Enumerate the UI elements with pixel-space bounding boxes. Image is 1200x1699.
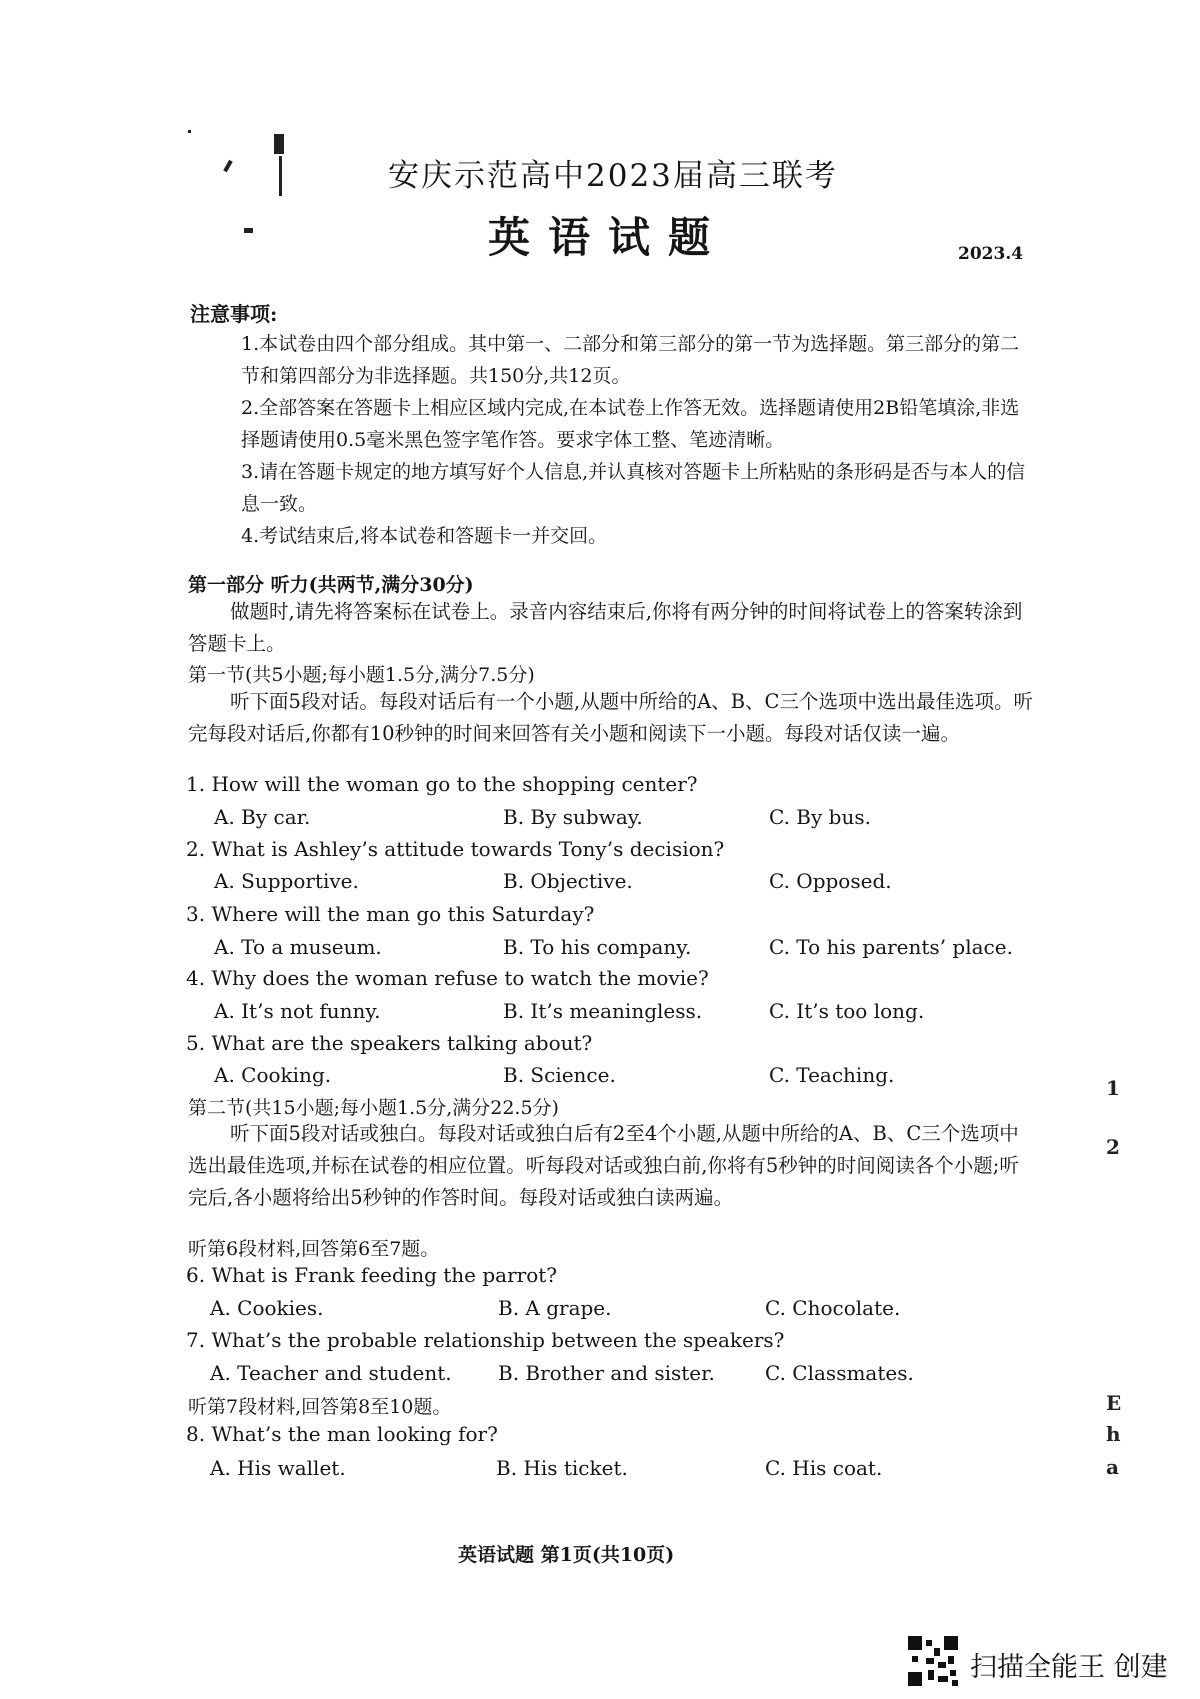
q5-option-c: C. Teaching. xyxy=(769,1063,895,1087)
section1-heading: 第一节(共5小题;每小题1.5分,满分7.5分) xyxy=(188,664,535,686)
q2-option-a: A. Supportive. xyxy=(214,869,359,893)
q3-option-a: A. To a museum. xyxy=(214,935,382,959)
notice-item-4: 4.考试结束后,将本试卷和答题卡一并交回。 xyxy=(241,525,608,547)
q1-option-c: C. By bus. xyxy=(769,805,871,829)
notice-item-2: 2.全部答案在答题卡上相应区域内完成,在本试卷上作答无效。选择题请使用2B铅笔填涂,非选择题请使用0.5毫米黑色签字笔作答。要求字体工整、笔迹清晰。 xyxy=(241,397,1020,451)
notice-item-1: 1.本试卷由四个部分组成。其中第一、二部分和第三部分的第一节为选择题。第三部分的第二节和第四部分为非选择题。共150分,共12页。 xyxy=(241,333,1020,387)
question-3: 3. Where will the man go this Saturday? xyxy=(186,902,595,926)
exam-date: 2023.4 xyxy=(958,244,1024,264)
q7-option-c: C. Classmates. xyxy=(765,1361,914,1385)
edge-char-1: 1 xyxy=(1106,1076,1120,1100)
question-4: 4. Why does the woman refuse to watch the movie? xyxy=(186,966,709,990)
exam-title: 英语试题 xyxy=(488,213,729,262)
q1-option-a: A. By car. xyxy=(214,805,311,829)
q3-option-c: C. To his parents’ place. xyxy=(769,935,1013,959)
scanner-watermark: 扫描全能王 创建 xyxy=(970,1652,1168,1683)
edge-char-4: h xyxy=(1106,1422,1121,1446)
q5-option-b: B. Science. xyxy=(503,1063,616,1087)
section1-intro: 听下面5段对话。每段对话后有一个小题,从题中所给的A、B、C三个选项中选出最佳选项。听完每段对话后,你都有10秒钟的时间来回答有关小题和阅读下一小题。每段对话仅读一遍。 xyxy=(188,690,1033,745)
question-7: 7. What’s the probable relationship between the speakers? xyxy=(186,1328,785,1352)
school-name: 安庆示范高中2023届高三联考 xyxy=(388,158,838,194)
section2-intro: 听下面5段对话或独白。每段对话或独白后有2至4个小题,从题中所给的A、B、C三个选项中选出最佳选项,并标在试卷的相应位置。听每段对话或独白前,你将有5秒钟的时间阅读各个小题;听完后,各小题将给出5秒钟的作答时间。每段对话或独白读两遍。 xyxy=(188,1122,1019,1209)
q4-option-b: B. It’s meaningless. xyxy=(503,999,703,1023)
q2-option-b: B. Objective. xyxy=(503,869,633,893)
q6-option-c: C. Chocolate. xyxy=(765,1296,901,1320)
q8-option-c: C. His coat. xyxy=(765,1456,883,1480)
question-5: 5. What are the speakers talking about? xyxy=(186,1031,593,1055)
q5-option-a: A. Cooking. xyxy=(214,1063,332,1087)
q7-option-a: A. Teacher and student. xyxy=(210,1361,452,1385)
q4-option-a: A. It’s not funny. xyxy=(214,999,381,1023)
question-6: 6. What is Frank feeding the parrot? xyxy=(186,1263,558,1287)
edge-char-5: a xyxy=(1106,1455,1119,1479)
q4-option-c: C. It’s too long. xyxy=(769,999,925,1023)
q8-option-a: A. His wallet. xyxy=(210,1456,346,1480)
q2-option-c: C. Opposed. xyxy=(769,869,892,893)
question-8: 8. What’s the man looking for? xyxy=(186,1422,498,1446)
section2-heading: 第二节(共15小题;每小题1.5分,满分22.5分) xyxy=(188,1097,559,1119)
part1-intro: 做题时,请先将答案标在试卷上。录音内容结束后,你将有两分钟的时间将试卷上的答案转涂到答题卡上。 xyxy=(188,600,1023,655)
edge-char-2: 2 xyxy=(1106,1135,1120,1159)
question-1: 1. How will the woman go to the shopping center? xyxy=(186,772,698,796)
q6-option-a: A. Cookies. xyxy=(210,1296,324,1320)
part1-heading: 第一部分 听力(共两节,满分30分) xyxy=(188,574,474,596)
q8-option-b: B. His ticket. xyxy=(496,1456,628,1480)
q3-option-b: B. To his company. xyxy=(503,935,692,959)
q7-option-b: B. Brother and sister. xyxy=(498,1361,715,1385)
material-6-label: 听第6段材料,回答第6至7题。 xyxy=(188,1238,440,1260)
notice-heading: 注意事项: xyxy=(190,302,278,326)
page-footer: 英语试题 第1页(共10页) xyxy=(458,1544,675,1566)
notice-item-3: 3.请在答题卡规定的地方填写好个人信息,并认真核对答题卡上所粘贴的条形码是否与本人的信息一致。 xyxy=(241,461,1026,515)
edge-char-3: E xyxy=(1106,1391,1122,1415)
q1-option-b: B. By subway. xyxy=(503,805,643,829)
material-7-label: 听第7段材料,回答第8至10题。 xyxy=(188,1396,452,1418)
question-2: 2. What is Ashley’s attitude towards Tony’s decision? xyxy=(186,837,725,861)
q6-option-b: B. A grape. xyxy=(498,1296,612,1320)
qr-code-icon xyxy=(908,1636,958,1686)
